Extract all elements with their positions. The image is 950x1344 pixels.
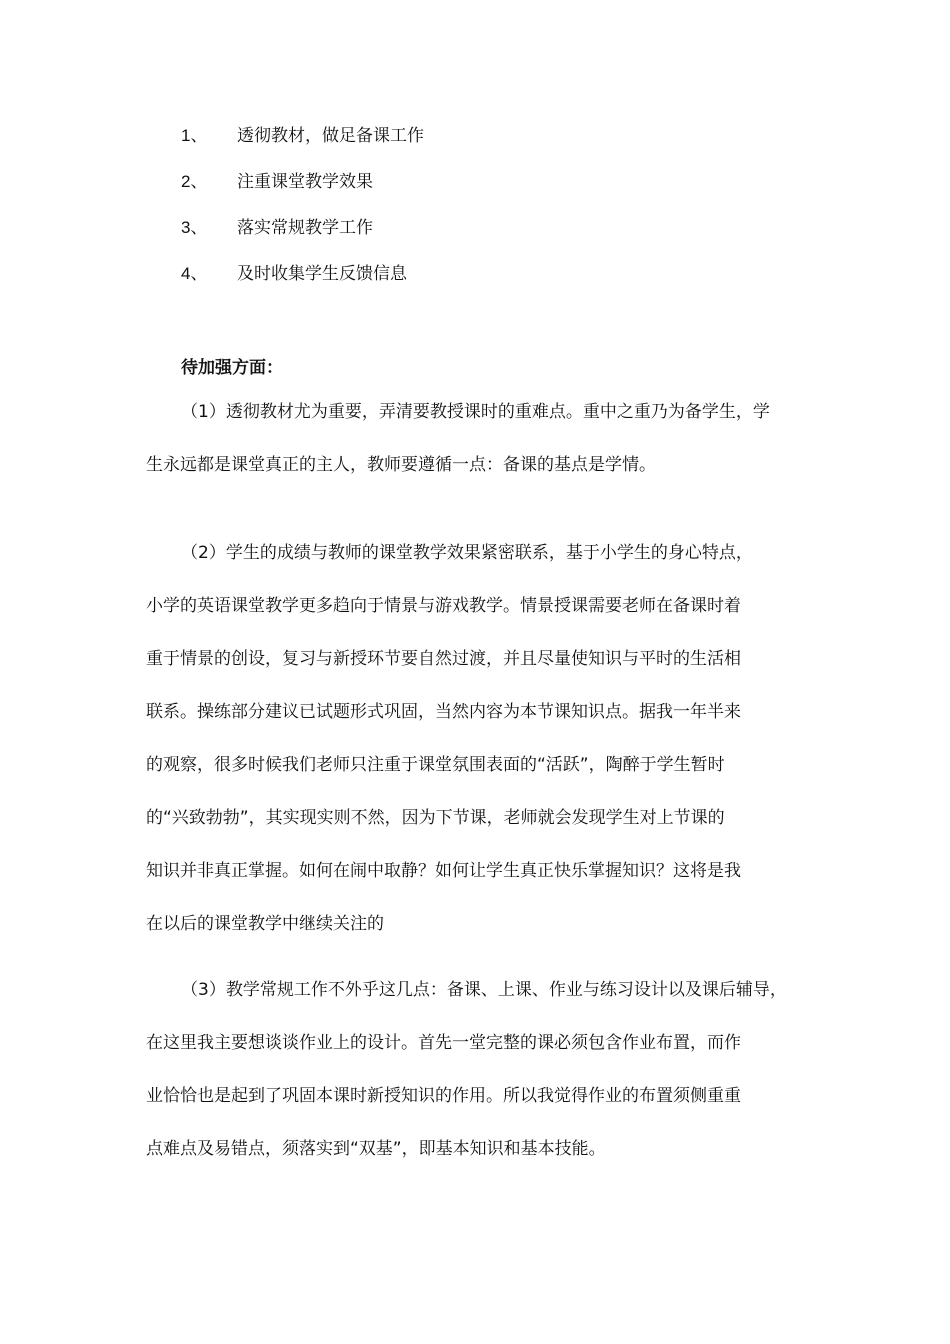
list-number: 4、 [181, 264, 208, 283]
list-number: 1、 [181, 126, 208, 145]
paragraph-line: 小学的英语课堂教学更多趋向于情景与游戏教学。情景授课需要老师在备课时着 [146, 596, 741, 616]
paragraph-line: 的“兴致勃勃”，其实现实则不然，因为下节课，老师就会发现学生对上节课的 [146, 808, 725, 828]
paragraph-line: 业恰恰也是起到了巩固本课时新授知识的作用。所以我觉得作业的布置须侧重重 [146, 1086, 741, 1106]
list-number: 3、 [181, 218, 208, 237]
list-text: 透彻教材，做足备课工作 [237, 126, 424, 146]
paragraph-line: （3）教学常规工作不外乎这几点：备课、上课、作业与练习设计以及课后辅导， [181, 980, 787, 1000]
paragraph-line: 在这里我主要想谈谈作业上的设计。首先一堂完整的课必须包含作业布置，而作 [146, 1033, 741, 1053]
paragraph-line: 生永远都是课堂真正的主人，教师要遵循一点：备课的基点是学情。 [146, 455, 656, 475]
paragraph-1 [146, 386, 806, 492]
paragraph-line: （1）透彻教材尤为重要，弄清要教授课时的重难点。重中之重乃为备学生，学 [181, 402, 770, 422]
paragraph-2 [146, 527, 806, 951]
paragraph-line: 知识并非真正掌握。如何在闹中取静？如何让学生真正快乐掌握知识？这将是我 [146, 861, 741, 881]
list-text: 落实常规教学工作 [237, 218, 373, 238]
paragraph-line: 的观察，很多时候我们老师只注重于课堂氛围表面的“活跃”，陶醉于学生暂时 [146, 755, 725, 775]
paragraph-3 [146, 964, 806, 1176]
paragraph-line: 在以后的课堂教学中继续关注的 [146, 914, 384, 934]
list-text: 及时收集学生反馈信息 [237, 264, 407, 284]
paragraph-line: 重于情景的创设，复习与新授环节要自然过渡，并且尽量使知识与平时的生活相 [146, 649, 741, 669]
list-number: 2、 [181, 172, 208, 191]
section-heading: 待加强方面： [181, 358, 283, 378]
paragraph-line: 联系。操练部分建议已试题形式巩固，当然内容为本节课知识点。据我一年半来 [146, 702, 741, 722]
paragraph-line: （2）学生的成绩与教师的课堂教学效果紧密联系，基于小学生的身心特点， [181, 543, 753, 563]
paragraph-line: 点难点及易错点，须落实到“双基”，即基本知识和基本技能。 [146, 1139, 606, 1159]
list-text: 注重课堂教学效果 [237, 172, 373, 192]
